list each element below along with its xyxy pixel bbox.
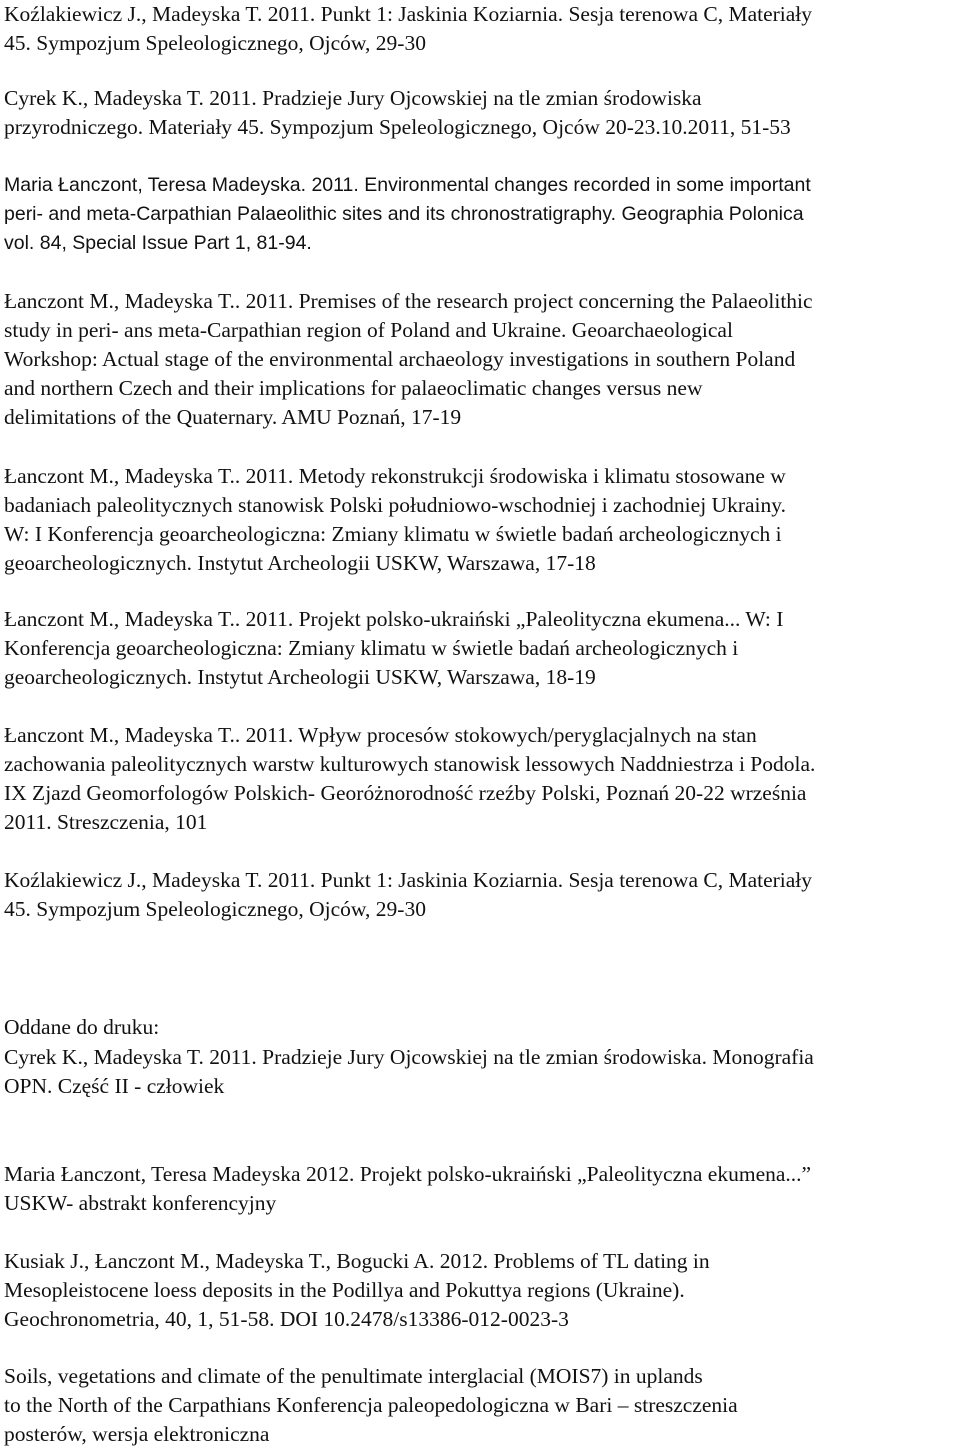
reference-entry-8 — [4, 866, 956, 924]
reference-line: geoarcheologicznych. Instytut Archeologii USKW, Warszawa, 17-18 — [4, 551, 596, 575]
printed-entry-3 — [4, 1247, 956, 1334]
reference-line: peri- and meta-Carpathian Palaeolithic sites and its chronostratigraphy. Geographia Polonica — [4, 203, 804, 225]
reference-line: vol. 84, Special Issue Part 1, 81-94. — [4, 232, 312, 254]
reference-line: IX Zjazd Geomorfologów Polskich- Georóżnorodność rzeźby Polski, Poznań 20-22 września — [4, 781, 807, 805]
reference-line: Koźlakiewicz J., Madeyska T. 2011. Punkt 1: Jaskinia Koziarnia. Sesja terenowa C, Materiały — [4, 2, 813, 26]
reference-line: Konferencja geoarcheologiczna: Zmiany klimatu w świetle badań archeologicznych i — [4, 636, 739, 660]
reference-line: Maria Łanczont, Teresa Madeyska. 2011. Environmental changes recorded in some important — [4, 174, 811, 196]
reference-line: posterów, wersja elektroniczna — [4, 1422, 270, 1446]
reference-line: zachowania paleolitycznych warstw kulturowych stanowisk lessowych Naddniestrza i Podola. — [4, 752, 816, 776]
reference-line: geoarcheologicznych. Instytut Archeologii USKW, Warszawa, 18-19 — [4, 665, 596, 689]
reference-entry-7 — [4, 721, 956, 837]
reference-line: 2011. Streszczenia, 101 — [4, 810, 208, 834]
reference-line: Geochronometria, 40, 1, 51-58. DOI 10.2478/s13386-012-0023-3 — [4, 1307, 569, 1331]
reference-line: Łanczont M., Madeyska T.. 2011. Premises of the research project concerning the Palaeolithic — [4, 289, 813, 313]
reference-entry-2 — [4, 84, 956, 142]
reference-entry-4 — [4, 287, 956, 432]
reference-line: study in peri- ans meta-Carpathian region of Poland and Ukraine. Geoarchaeological — [4, 318, 733, 342]
reference-line: 45. Sympozjum Speleologicznego, Ojców, 29-30 — [4, 31, 426, 55]
printed-entry-4 — [4, 1362, 956, 1449]
printed-entry-1 — [4, 1043, 956, 1101]
section-heading-printed: Oddane do druku: — [4, 1015, 160, 1039]
reference-line: badaniach paleolitycznych stanowisk Polski południowo-wschodniej i zachodniej Ukrainy. — [4, 493, 786, 517]
reference-entry-3 — [4, 171, 956, 258]
reference-line: Koźlakiewicz J., Madeyska T. 2011. Punkt 1: Jaskinia Koziarnia. Sesja terenowa C, Materiały — [4, 868, 813, 892]
reference-line: Łanczont M., Madeyska T.. 2011. Projekt polsko-ukraiński „Paleolityczna ekumena... W: I — [4, 607, 784, 631]
reference-line: Mesopleistocene loess deposits in the Podillya and Pokuttya regions (Ukraine). — [4, 1278, 685, 1302]
printed-entry-2 — [4, 1160, 956, 1218]
reference-line: OPN. Część II - człowiek — [4, 1074, 225, 1098]
reference-line: and northern Czech and their implications for palaeoclimatic changes versus new — [4, 376, 703, 400]
reference-line: W: I Konferencja geoarcheologiczna: Zmiany klimatu w świetle badań archeologicznych i — [4, 522, 782, 546]
reference-line: Kusiak J., Łanczont M., Madeyska T., Bogucki A. 2012. Problems of TL dating in — [4, 1249, 710, 1273]
reference-line: przyrodniczego. Materiały 45. Sympozjum Speleologicznego, Ojców 20-23.10.2011, 51-53 — [4, 115, 791, 139]
reference-line: Cyrek K., Madeyska T. 2011. Pradzieje Jury Ojcowskiej na tle zmian środowiska. Monografia — [4, 1045, 814, 1069]
reference-line: Soils, vegetations and climate of the penultimate interglacial (MOIS7) in uplands — [4, 1364, 703, 1388]
reference-line: Workshop: Actual stage of the environmental archaeology investigations in southern Poland — [4, 347, 796, 371]
reference-entry-1 — [4, 0, 956, 58]
reference-line: USKW- abstrakt konferencyjny — [4, 1191, 277, 1215]
reference-line: Łanczont M., Madeyska T.. 2011. Wpływ procesów stokowych/peryglacjalnych na stan — [4, 723, 757, 747]
reference-line: Cyrek K., Madeyska T. 2011. Pradzieje Jury Ojcowskiej na tle zmian środowiska — [4, 86, 702, 110]
reference-entry-5 — [4, 462, 956, 578]
reference-line: Maria Łanczont, Teresa Madeyska 2012. Projekt polsko-ukraiński „Paleolityczna ekumena...” — [4, 1162, 812, 1186]
reference-line: to the North of the Carpathians Konferencja paleopedologiczna w Bari – streszczenia — [4, 1393, 738, 1417]
reference-line: 45. Sympozjum Speleologicznego, Ojców, 29-30 — [4, 897, 426, 921]
reference-line: delimitations of the Quaternary. AMU Poznań, 17-19 — [4, 405, 462, 429]
reference-line: Łanczont M., Madeyska T.. 2011. Metody rekonstrukcji środowiska i klimatu stosowane w — [4, 464, 786, 488]
reference-entry-6 — [4, 605, 956, 692]
